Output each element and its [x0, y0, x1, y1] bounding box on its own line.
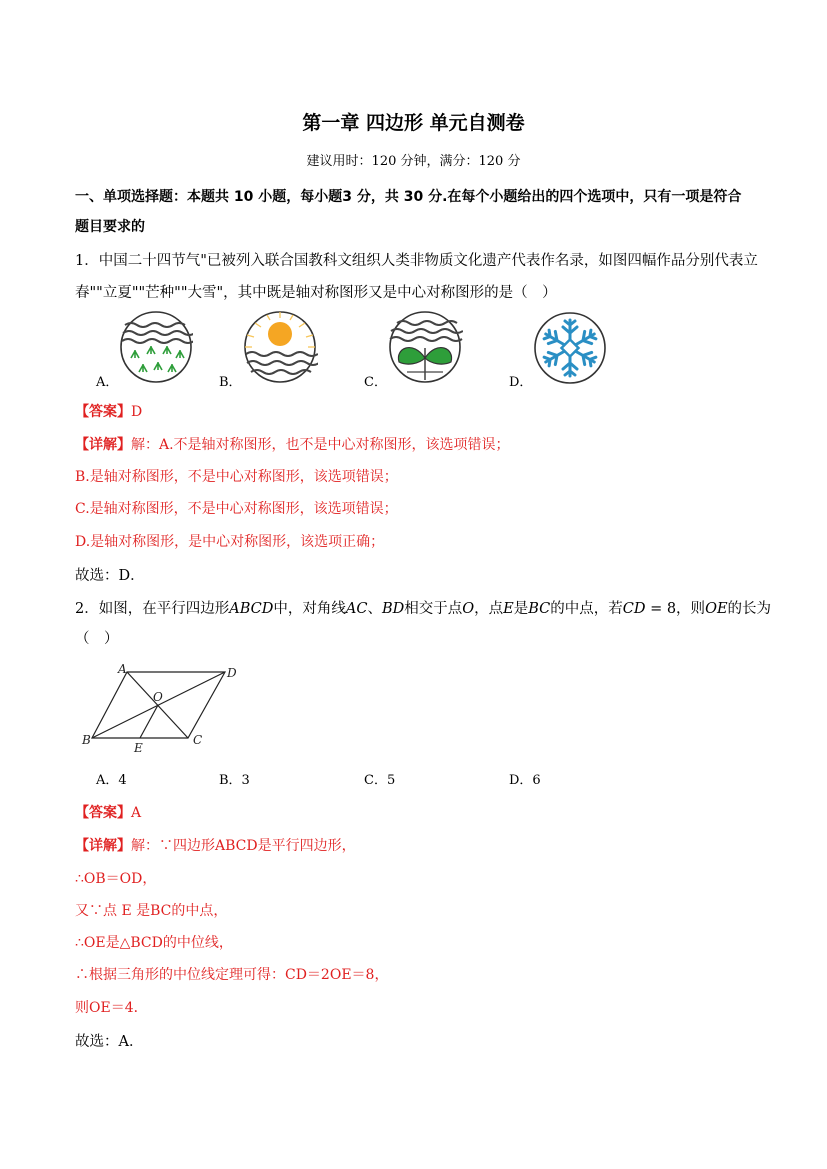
q1-stem-line1: 1．中国二十四节气"已被列入联合国教科文组织人类非物质文化遗产代表作名录，如图四幅作品分别代表立: [75, 253, 758, 269]
q2-option-b: B．3: [219, 773, 250, 788]
q2-detail-line7: 故选：A．: [75, 1034, 144, 1050]
section-heading-line2: 题目要求的: [75, 219, 145, 235]
q1-detail-line1: [75, 434, 510, 454]
q2-detail-text: 解：∵四边形ABCD是平行四边形，: [131, 838, 356, 854]
q2-var-e: E: [503, 601, 514, 617]
vertex-label-b: B: [82, 733, 91, 747]
q1-detail-line3: C.是轴对称图形，不是中心对称图形，该选项错误；: [75, 501, 398, 517]
q1-answer-value: D: [131, 404, 143, 420]
section-heading-line1: 一、单项选择题：本题共 10 小题，每小题3 分，共 30 分.在每个小题给出的四个选项中，只有一项是符合: [75, 189, 742, 205]
point-label-o: O: [153, 690, 163, 704]
q2-answer-label: 【答案】: [75, 805, 131, 821]
q2-detail-label: 【详解】: [75, 838, 131, 854]
parallelogram-figure: [80, 660, 250, 755]
q1-detail-label: 【详解】: [75, 437, 131, 453]
q1-answer-label: 【答案】: [75, 404, 131, 420]
q1-stem-line2: 春""立夏""芒种""大雪"，其中既是轴对称图形又是中心对称图形的是（ ）: [75, 285, 557, 301]
q2-var-bd: BD: [381, 601, 405, 617]
q2-var-ac: AC: [345, 601, 368, 617]
snowflake-icon: [533, 311, 607, 385]
q2-detail-line1: [75, 835, 356, 855]
q2-text-4: 相交于点: [404, 601, 463, 617]
q2-text-2: 中，对角线: [273, 601, 346, 617]
point-label-e: E: [134, 741, 143, 755]
q1-detail-line2: B.是轴对称图形，不是中心对称图形，该选项错误；: [75, 469, 398, 485]
q1-detail-line4: D.是轴对称图形，是中心对称图形，该选项正确；: [75, 534, 385, 550]
q2-text-6: 是: [513, 601, 529, 617]
q1-detail-line5: 故选：D．: [75, 568, 145, 584]
q2-text-1: 2．如图，在平行四边形: [75, 601, 230, 617]
q2-detail-line5: ∴根据三角形的中位线定理可得：CD＝2OE＝8，: [75, 967, 389, 983]
q2-option-d: D．6: [509, 773, 541, 788]
q2-var-abcd: ABCD: [229, 601, 274, 617]
q2-stem-line2: （ ）: [75, 631, 119, 647]
vertex-label-d: D: [227, 666, 237, 680]
q2-var-bc: BC: [528, 601, 551, 617]
q2-var-o: O: [462, 601, 475, 617]
summer-sun-waves-icon: [242, 310, 318, 384]
q1-option-b-label: B．: [219, 375, 242, 390]
q1-option-a-label: A．: [96, 375, 119, 390]
q1-option-d-label: D．: [509, 375, 533, 390]
q2-detail-line6: 则OE＝4．: [75, 1000, 148, 1016]
q2-var-oe: OE: [705, 601, 728, 617]
page-subtitle: 建议用时：120 分钟，满分：120 分: [306, 154, 521, 169]
q2-text-5: ，点: [474, 601, 504, 617]
grain-sprout-icon: [387, 310, 463, 384]
q2-detail-line3: 又∵点 E 是BC的中点，: [75, 903, 228, 919]
vertex-label-c: C: [193, 733, 203, 747]
q1-detail-text: 解：A.不是轴对称图形，也不是中心对称图形，该选项错误；: [131, 437, 510, 453]
q2-answer: [75, 802, 141, 822]
q1-answer: [75, 401, 142, 421]
q1-option-c-label: C．: [364, 375, 387, 390]
spring-waves-grass-icon: [119, 310, 193, 384]
q2-text-9: 的长为: [727, 601, 772, 617]
q2-detail-line4: ∴OE是△BCD的中位线，: [75, 935, 233, 951]
page-title: 第一章 四边形 单元自测卷: [302, 112, 525, 134]
q2-var-cd: CD: [622, 601, 646, 617]
q2-text-8: = 8，则: [645, 601, 706, 617]
q2-stem-line1: [75, 597, 771, 618]
q2-detail-line2: ∴OB＝OD，: [75, 871, 157, 887]
q2-text-3: 、: [367, 601, 382, 617]
q2-text-7: 的中点，若: [550, 601, 623, 617]
q2-option-a: A．4: [96, 773, 127, 788]
q2-answer-value: A: [131, 805, 142, 821]
vertex-label-a: A: [118, 662, 127, 676]
q2-option-c: C．5: [364, 773, 396, 788]
